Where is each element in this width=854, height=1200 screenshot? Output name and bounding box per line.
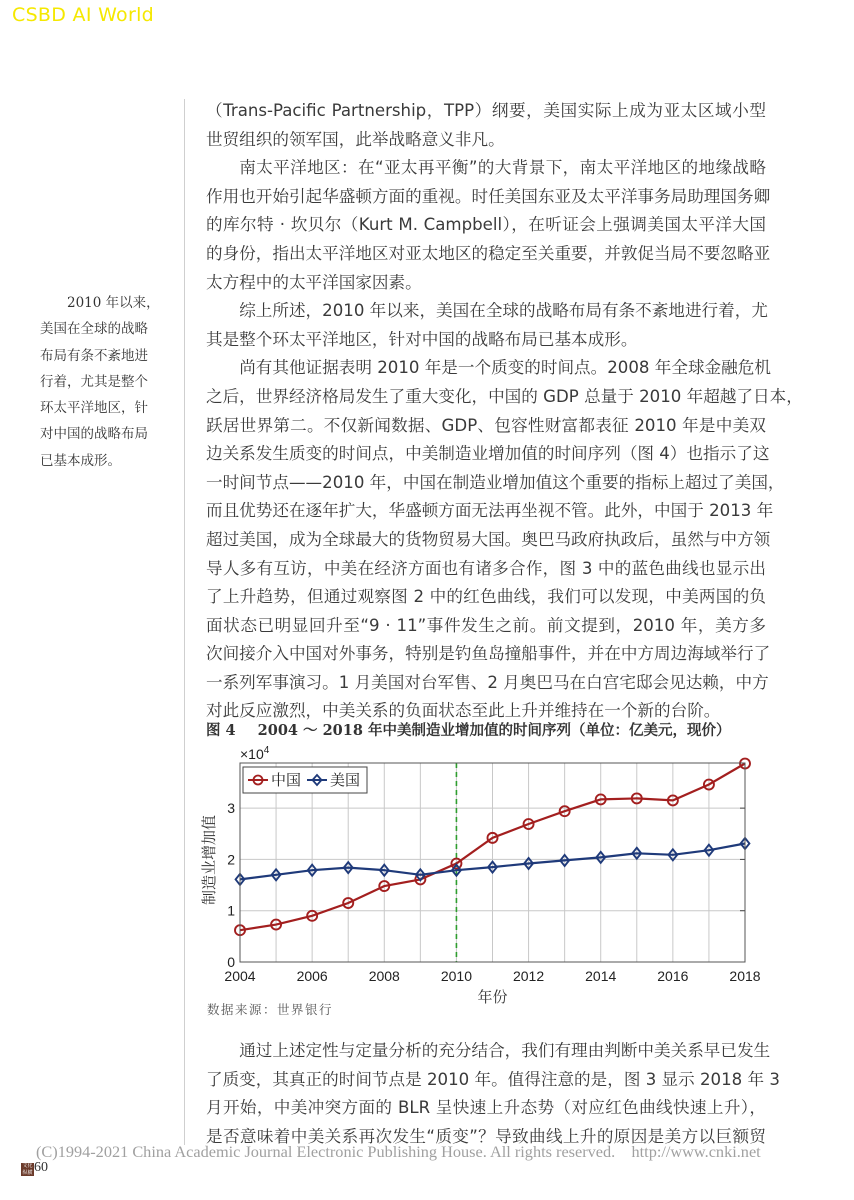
figure-number: 图 4	[206, 722, 236, 739]
margin-note-line: 行着，尤其是整个	[40, 373, 148, 390]
x-tick-label: 2004	[224, 968, 256, 984]
x-tick-label: 2016	[657, 968, 689, 984]
legend-label-china: 中国	[271, 771, 302, 789]
text-line: 了上升趋势，但通过观察图 2 中的红色曲线，我们可以发现，中美两国的负	[206, 587, 766, 607]
y-tick-label: 1	[227, 902, 235, 919]
line-chart	[190, 740, 790, 1005]
page-number: 60	[34, 1160, 48, 1175]
margin-note	[40, 290, 170, 474]
text-line: 次间接介入中国对外事务，特别是钓鱼岛撞船事件，并在中方周边海域举行了	[206, 644, 771, 664]
copyright-notice: (C)1994-2021 China Academic Journal Electronic Publishing House. All rights reserved. http://www.cnki.net	[36, 1142, 761, 1161]
text-line: 了质变，其真正的时间节点是 2010 年。值得注意的是，图 3 显示 2018 年 3	[206, 1069, 780, 1089]
watermark: CSBD AI World	[12, 4, 155, 26]
x-tick-label: 2006	[296, 968, 328, 984]
text-line: 之后，世界经济格局发生了重大变化，中国的 GDP 总量于 2010 年超越了日本，	[206, 386, 803, 406]
text-line: （Trans-Pacific Partnership，TPP）纲要，美国实际上成为亚太区域小型	[206, 101, 766, 120]
text-line: 跃居世界第二。不仅新闻数据、GDP、包容性财富都表征 2010 年是中美双	[206, 415, 766, 435]
y-multiplier-exp: 4	[263, 745, 270, 756]
y-tick-label: 3	[227, 800, 235, 817]
margin-note-line: 环太平洋地区，针	[40, 400, 148, 417]
text-line: 综上所述，2010 年以来，美国在全球的战略布局有条不紊地进行着，尤	[239, 301, 768, 321]
margin-note-line: 对中国的战略布局	[40, 426, 148, 443]
legend	[243, 767, 367, 793]
text-line: 太方程中的太平洋国家因素。	[206, 272, 422, 292]
x-tick-label: 2018	[729, 968, 761, 984]
text-line: 导人多有互访，中美在经济方面也有诸多合作，图 3 中的蓝色曲线也显示出	[206, 558, 766, 578]
text-line: 月开始，中美冲突方面的 BLR 呈快速上升态势（对应红色曲线快速上升），	[206, 1098, 766, 1118]
y-multiplier-base: ×10	[240, 746, 264, 762]
y-tick-label: 0	[227, 954, 235, 970]
body-text-bottom	[206, 1037, 780, 1151]
text-line: 尚有其他证据表明 2010 年是一个质变的时间点。2008 年全球金融危机	[239, 358, 771, 378]
journal-logo: 文化纵横	[22, 1163, 33, 1176]
text-line: 南太平洋地区：在“亚太再平衡”的大背景下，南太平洋地区的地缘战略	[239, 158, 766, 178]
x-tick-label: 2010	[440, 968, 473, 984]
x-tick-labels	[224, 968, 760, 984]
margin-note-line: 布局有条不紊地进	[40, 347, 148, 364]
y-tick-labels	[227, 800, 235, 970]
text-line: 的库尔特 · 坎贝尔（Kurt M. Campbell），在听证会上强调美国太平洋大国	[206, 215, 766, 235]
text-line: 对此反应激烈，中美关系的负面状态至此上升并维持在一个新的台阶。	[206, 701, 721, 721]
figure-source: 数据来源：世界银行	[207, 1002, 334, 1017]
text-line: 是否意味着中美关系再次发生“质变”？导致曲线上升的原因是美方以巨额贸	[206, 1126, 766, 1146]
y-axis-label: 制造业增加值	[200, 814, 218, 906]
margin-note-line: 已基本成形。	[40, 452, 121, 469]
text-line: 通过上述定性与定量分析的充分结合，我们有理由判断中美关系早已发生	[239, 1041, 771, 1060]
text-line: 超过美国，成为全球最大的货物贸易大国。奥巴马政府执政后，虽然与中方领	[206, 529, 771, 549]
legend-label-us: 美国	[330, 771, 361, 789]
text-line: 而且优势还在逐年扩大，华盛顿方面无法再坐视不管。此外，中国于 2013 年	[206, 501, 774, 521]
y-tick-label: 2	[227, 851, 235, 868]
margin-note-line: 2010 年以来，	[67, 295, 160, 311]
text-line: 的身份，指出太平洋地区对亚太地区的稳定至关重要，并敦促当局不要忽略亚	[206, 243, 771, 263]
margin-note-line: 美国在全球的战略	[40, 321, 148, 338]
text-line: 世贸组织的领军国，此举战略意义非凡。	[206, 129, 505, 149]
body-text-top	[206, 97, 803, 726]
y-multiplier	[240, 745, 270, 762]
x-tick-label: 2012	[512, 968, 545, 984]
x-tick-label: 2008	[368, 968, 400, 984]
x-tick-label: 2014	[585, 968, 617, 984]
text-line: 一系列军事演习。1 月美国对台军售、2 月奥巴马在白宫宅邸会见达赖，中方	[206, 672, 769, 692]
text-line: 边关系发生质变的时间点，中美制造业增加值的时间序列（图 4）也指示了这	[206, 444, 770, 464]
x-axis-label: 年份	[477, 988, 508, 1005]
text-line: 面状态已明显回升至“9 · 11”事件发生之前。前文提到，2010 年，美方多	[206, 615, 766, 635]
text-line: 一时间节点——2010 年，中国在制造业增加值这个重要的指标上超过了美国，	[206, 472, 785, 492]
column-divider	[184, 99, 185, 1145]
text-line: 其是整个环太平洋地区，针对中国的战略布局已基本成形。	[206, 329, 638, 349]
figure-title: 2004 ～ 2018 年中美制造业增加值的时间序列（单位：亿美元，现价）	[257, 722, 731, 739]
text-line: 作用也开始引起华盛顿方面的重视。时任美国东亚及太平洋事务局助理国务卿	[206, 186, 771, 206]
figure-caption	[206, 719, 731, 740]
